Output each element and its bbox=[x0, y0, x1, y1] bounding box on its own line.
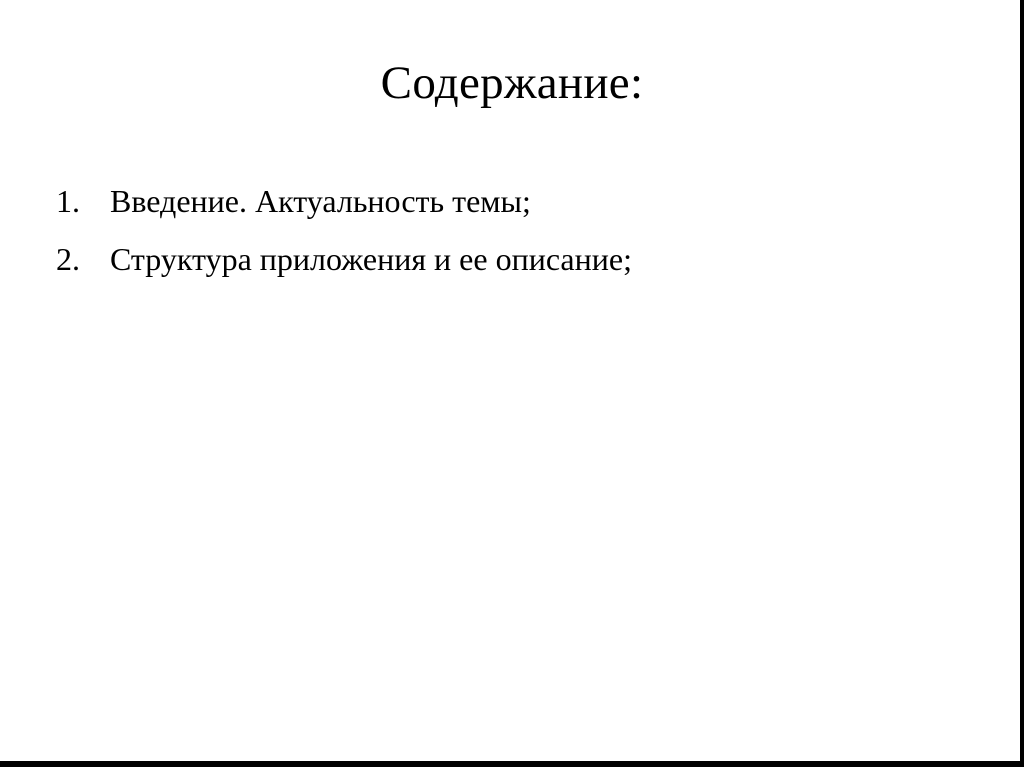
list-item-number: 2. bbox=[56, 241, 80, 277]
list-item bbox=[56, 185, 956, 217]
list-item bbox=[56, 243, 956, 275]
list-item-label: Структура приложения и ее описание; bbox=[110, 241, 632, 277]
page-title: Содержание: bbox=[380, 57, 644, 109]
table-of-contents-list bbox=[56, 185, 956, 301]
list-item-label: Введение. Актуальность темы; bbox=[110, 183, 531, 219]
list-item-number: 1. bbox=[56, 183, 80, 219]
